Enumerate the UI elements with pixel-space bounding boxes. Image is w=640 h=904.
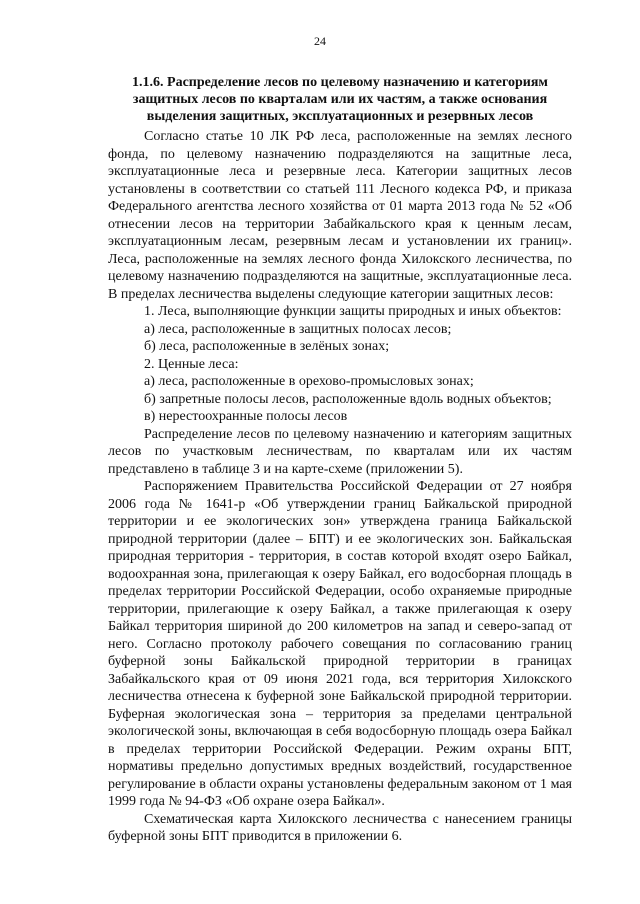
body-text <box>108 128 572 846</box>
paragraph-schematic-map: Схематическая карта Хилокского лесничества с нанесением границы буферной зоны БПТ приводится в приложении 6. <box>108 811 572 844</box>
category-2: 2. Ценные леса: <box>144 356 239 372</box>
category-1-b: б) леса, расположенные в зелёных зонах; <box>144 339 390 354</box>
paragraph-forest-purpose: Согласно статье 10 ЛК РФ леса, расположенные на землях лесного фонда, по целевому назначению подразделяются на защитные леса, эксплуатационные леса и резервные леса. Категории защитных лесов установлены в соответствии со статьей 111 Лесного кодекса РФ, и приказа Федерального агентства лесного хозяйства от 01 марта 2013 года № 52 «Об отнесении лесов на территории Забайкальского края к ценным лесам, эксплуатационным лесам, резервным лесам и установлении их границ». Леса, расположенные на землях лесного фонда Хилокского лесничества, по целевому назначению подразделяются на защитные, эксплуатационные леса. В пределах лесничества выделены следующие категории защитных лесов: <box>108 129 572 302</box>
paragraph-baikal-territory: Распоряжением Правительства Российской Федерации от 27 ноября 2006 года № 1641-р «Об утверждении границ Байкальской природной территории и ее экологических зон» утверждена граница Байкальской природной территории (далее – БПТ) и ее экологических зон. Байкальская природная территория - территория, в состав которой входят озеро Байкал, водоохранная зона, прилегающая к озеру Байкал, его водосборная площадь в пределах территории Российской Федерации, особо охраняемые природные территории, прилегающие к озеру Байкал, а также прилегающая к озеру Байкал территория шириной до 200 километров на запад и северо-запад от него. Согласно протоколу рабочего совещания по согласованию границ буферной зоны Байкальской природной территории в границах Забайкальского края от 09 июня 2021 года, вся территория Хилокского лесничества отнесена к буферной зоне Байкальской природной территории. Буферная экологическая зона – территория за пределами центральной экологической зоны, включающая в себя водосборную площадь озера Байкал в пределах территории Российской Федерации. Режим охраны БПТ, нормативы предельно допустимых вредных воздействий, государственное регулирование в области охраны установлены федеральным законом от 1 мая 1999 года № 94-ФЗ «Об охране озера Байкал». <box>108 479 572 809</box>
category-2-a: а) леса, расположенные в орехово-промысловых зонах; <box>144 374 474 389</box>
paragraph-distribution: Распределение лесов по целевому назначению и категориям защитных лесов по участковым лесничествам, по кварталам или их частям представлено в таблице 3 и на карте-схеме (приложении 5). <box>108 426 572 477</box>
category-2-b: б) запретные полосы лесов, расположенные вдоль водных объектов; <box>144 391 552 407</box>
section-heading: 1.1.6. Распределение лесов по целевому назначению и категориям защитных лесов по кварталам или их частям, а также основания выделения защитных, эксплуатационных и резервных лесов <box>132 75 548 124</box>
category-1: 1. Леса, выполняющие функции защиты природных и иных объектов: <box>144 304 562 319</box>
category-1-a: а) леса, расположенные в защитных полосах лесов; <box>144 321 452 337</box>
protective-forest-categories <box>108 303 572 426</box>
page-number: 24 <box>314 34 326 48</box>
category-2-c: в) нерестоохранные полосы лесов <box>144 409 348 424</box>
